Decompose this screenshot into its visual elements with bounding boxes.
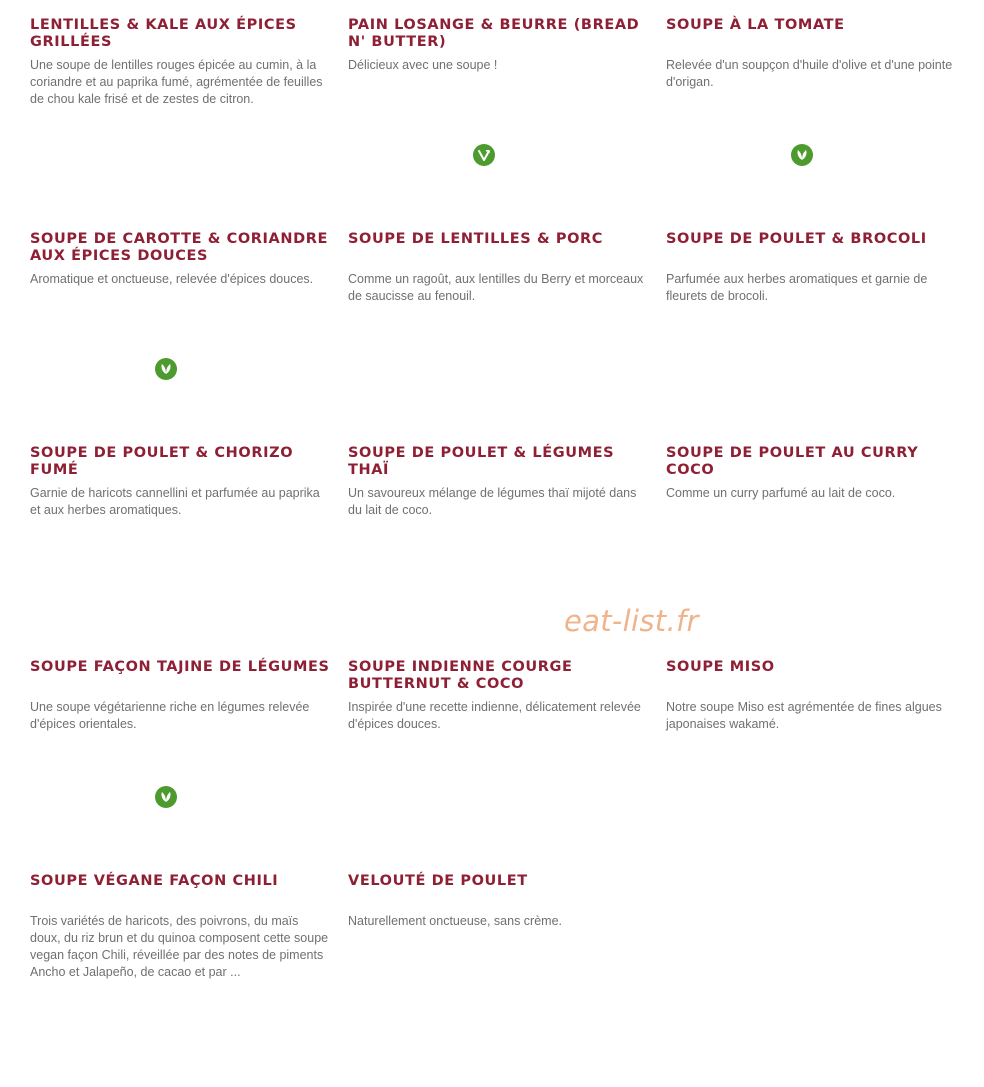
card-description: Garnie de haricots cannellini et parfumée au paprika et aux herbes aromatiques.	[30, 486, 320, 517]
card-title[interactable]: SOUPE DE POULET & BROCOLI	[666, 231, 927, 247]
menu-card[interactable]	[666, 445, 966, 659]
menu-card[interactable]	[30, 659, 330, 873]
card-description: Comme un curry parfumé au lait de coco.	[666, 486, 896, 500]
card-title[interactable]: SOUPE DE POULET & CHORIZO FUMÉ	[30, 445, 294, 478]
menu-card[interactable]	[348, 17, 648, 231]
menu-card[interactable]	[666, 231, 966, 445]
card-description: Inspirée d'une recette indienne, délicatement relevée d'épices douces.	[348, 700, 641, 731]
card-title[interactable]: SOUPE À LA TOMATE	[666, 17, 845, 33]
menu-card[interactable]	[348, 659, 648, 873]
card-title[interactable]: SOUPE INDIENNE COURGE BUTTERNUT & COCO	[348, 659, 573, 692]
card-description: Un savoureux mélange de légumes thaï mijoté dans du lait de coco.	[348, 486, 637, 517]
vegan-leaf-icon	[155, 786, 177, 808]
card-title[interactable]: SOUPE MISO	[666, 659, 775, 675]
card-description: Comme un ragoût, aux lentilles du Berry et morceaux de saucisse au fenouil.	[348, 272, 644, 303]
menu-card[interactable]	[666, 17, 966, 231]
card-description: Une soupe végétarienne riche en légumes relevée d'épices orientales.	[30, 700, 310, 731]
watermark: eat-list.fr	[564, 604, 699, 638]
card-title[interactable]: SOUPE DE POULET AU CURRY COCO	[666, 445, 919, 478]
menu-card[interactable]	[30, 873, 330, 1087]
card-title[interactable]: SOUPE VÉGANE FAÇON CHILI	[30, 873, 279, 889]
card-title[interactable]: SOUPE DE CAROTTE & CORIANDRE AUX ÉPICES DOUCES	[30, 231, 329, 264]
card-description: Délicieux avec une soupe !	[348, 58, 498, 72]
card-description: Aromatique et onctueuse, relevée d'épices douces.	[30, 272, 314, 286]
card-description: Naturellement onctueuse, sans crème.	[348, 914, 562, 928]
card-description: Parfumée aux herbes aromatiques et garnie de fleurets de brocoli.	[666, 272, 928, 303]
card-title[interactable]: SOUPE DE LENTILLES & PORC	[348, 231, 604, 247]
vegan-leaf-icon	[155, 358, 177, 380]
menu-card[interactable]	[348, 231, 648, 445]
card-title[interactable]: VELOUTÉ DE POULET	[348, 873, 528, 889]
card-description: Trois variétés de haricots, des poivrons, du maïs doux, du riz brun et du quinoa composent cette soupe vegan façon Chili, réveillée par des notes de piments Ancho et Jalapeño, de cacao et par ...	[30, 914, 329, 979]
vegan-leaf-icon	[791, 144, 813, 166]
card-description: Relevée d'un soupçon d'huile d'olive et d'une pointe d'origan.	[666, 58, 953, 89]
menu-card[interactable]	[666, 659, 966, 873]
menu-card[interactable]	[30, 231, 330, 445]
card-title[interactable]: SOUPE FAÇON TAJINE DE LÉGUMES	[30, 659, 330, 675]
vegetarian-v-icon	[473, 144, 495, 166]
menu-grid	[30, 17, 966, 1087]
card-description: Notre soupe Miso est agrémentée de fines algues japonaises wakamé.	[666, 700, 942, 731]
menu-card[interactable]	[348, 873, 648, 1087]
menu-card[interactable]	[30, 17, 330, 231]
card-title[interactable]: PAIN LOSANGE & BEURRE (BREAD N' BUTTER)	[348, 17, 640, 50]
card-title[interactable]: LENTILLES & KALE AUX ÉPICES GRILLÉES	[30, 17, 297, 50]
card-title[interactable]: SOUPE DE POULET & LÉGUMES THAÏ	[348, 445, 615, 478]
card-description: Une soupe de lentilles rouges épicée au cumin, à la coriandre et au paprika fumé, agrémentée de feuilles de chou kale frisé et de zestes de citron.	[30, 58, 323, 106]
menu-card[interactable]	[30, 445, 330, 659]
